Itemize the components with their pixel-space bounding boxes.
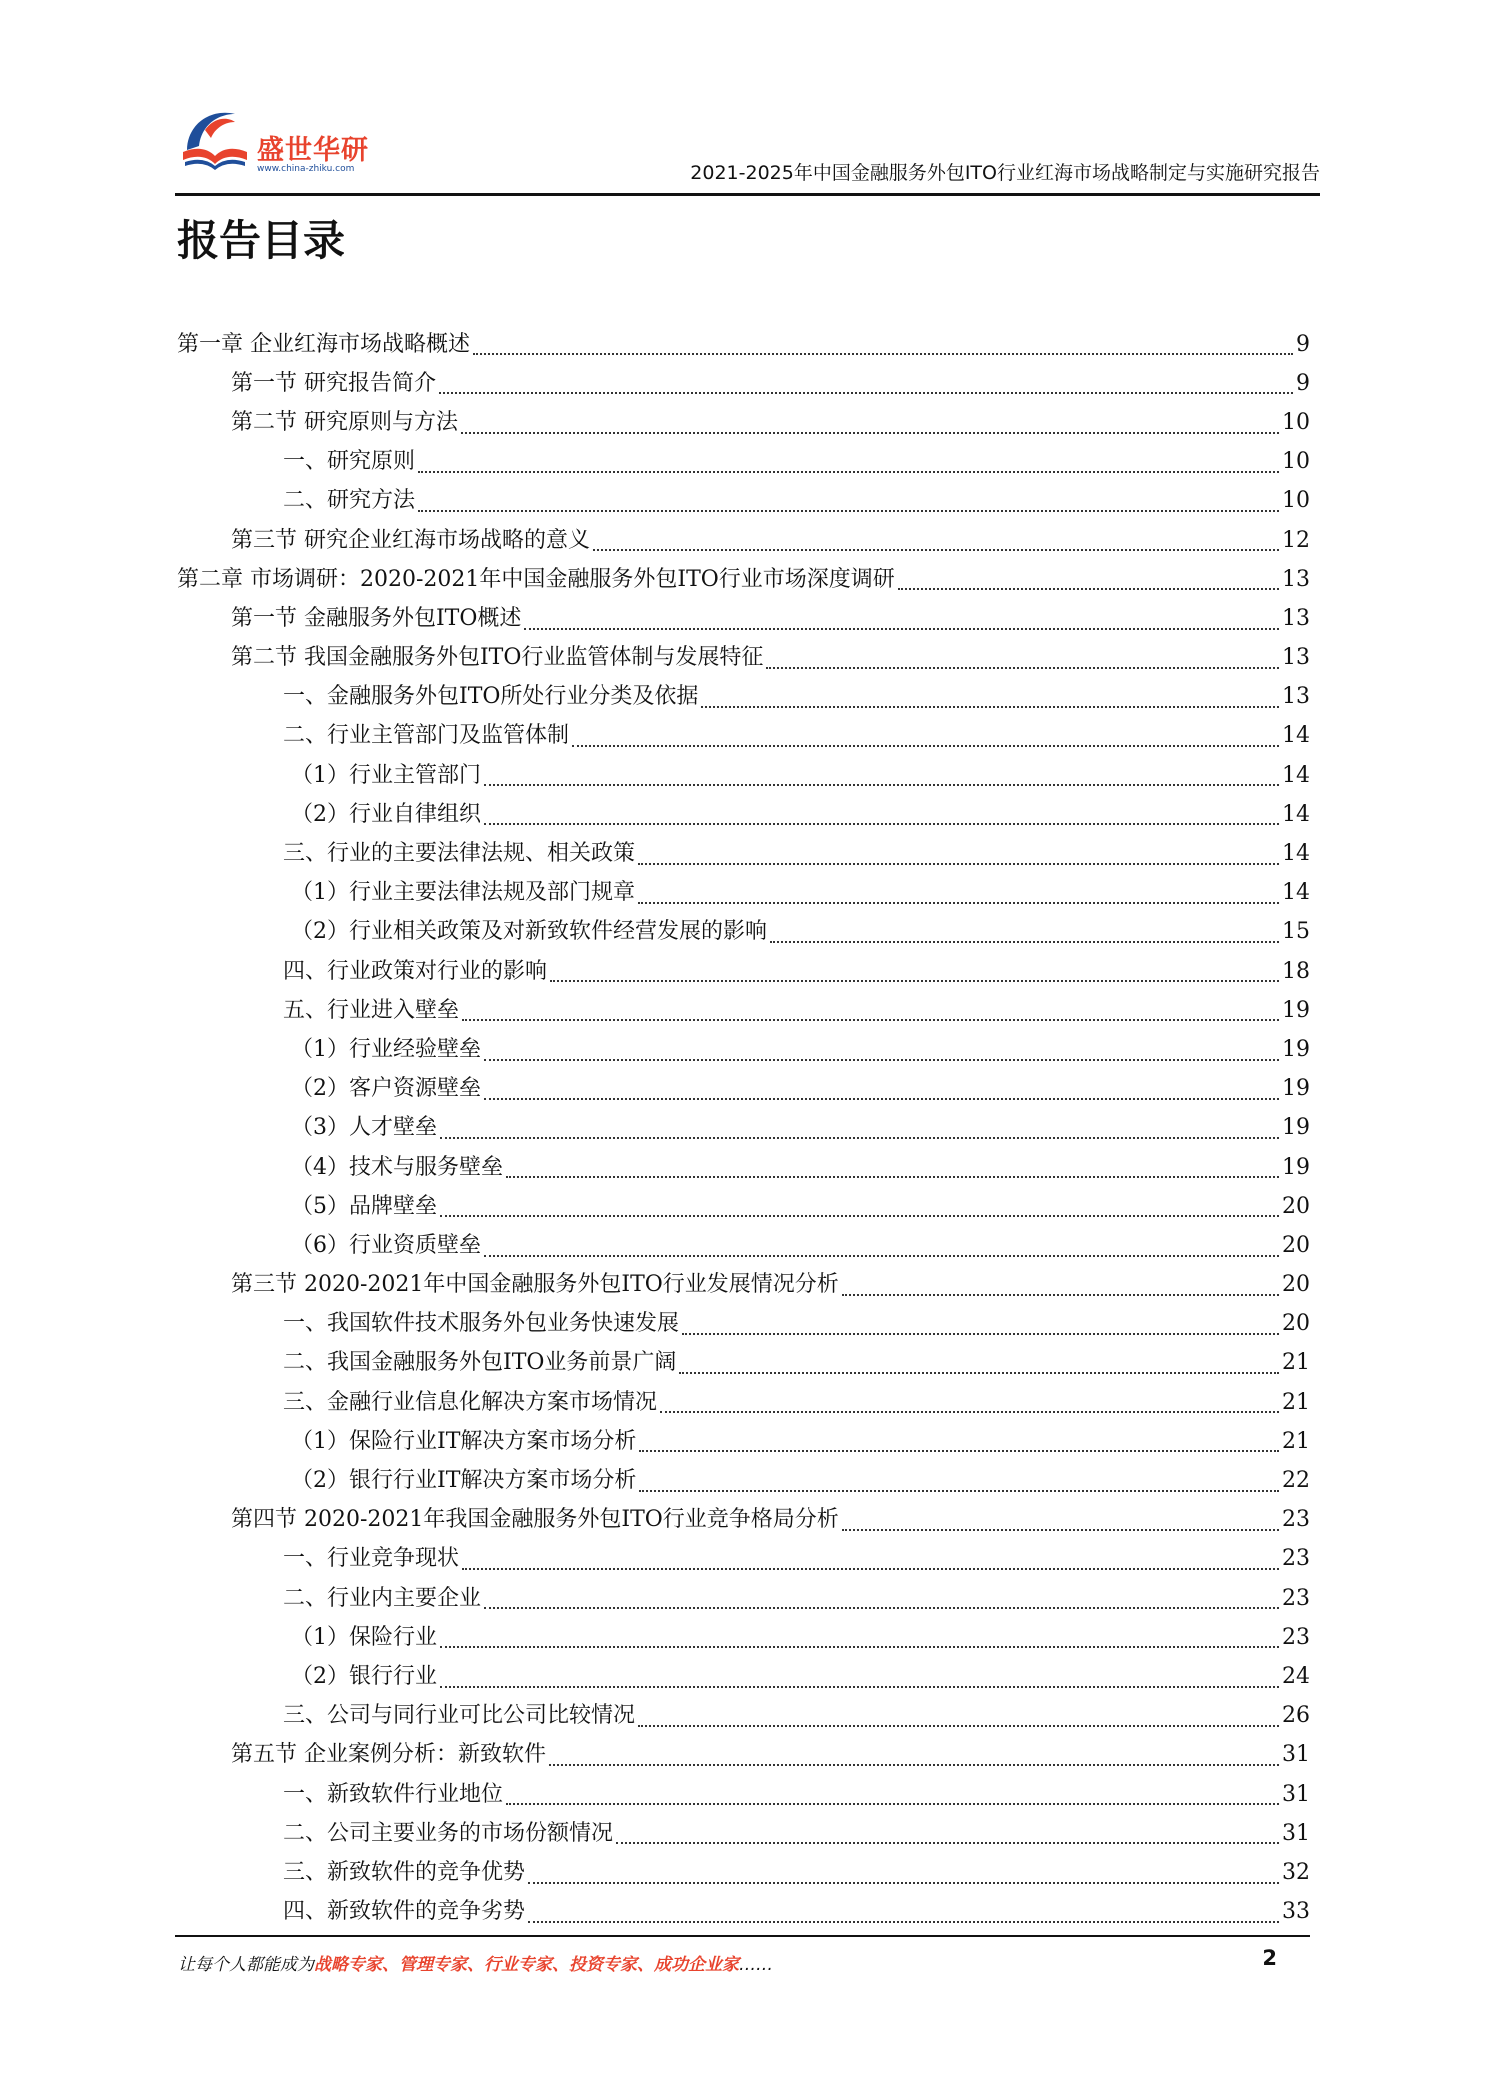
toc-entry-page: 15 — [1282, 919, 1310, 945]
toc-entry-label: 三、金融行业信息化解决方案市场情况 — [283, 1389, 658, 1415]
toc-entry[interactable] — [177, 1344, 1310, 1383]
toc-entry-page: 9 — [1296, 370, 1310, 396]
toc-entry-page: 19 — [1282, 1115, 1310, 1141]
report-title: 2021-2025年中国金融服务外包ITO行业红海市场战略制定与实施研究报告 — [690, 162, 1320, 184]
toc-entry-page: 21 — [1282, 1389, 1310, 1415]
toc-entry[interactable] — [177, 1618, 1310, 1657]
toc-leader-dots — [418, 509, 1279, 512]
toc-entry-label: 一、新致软件行业地位 — [283, 1781, 504, 1807]
toc-leader-dots — [550, 979, 1279, 982]
toc-entry-page: 20 — [1282, 1232, 1310, 1258]
page-number: 2 — [1262, 1946, 1277, 1970]
toc-entry-label: 二、行业内主要企业 — [283, 1585, 482, 1611]
toc-entry[interactable] — [177, 1540, 1310, 1579]
toc-leader-dots — [484, 822, 1279, 825]
toc-entry-label: 第一章 企业红海市场战略概述 — [177, 331, 470, 357]
toc-entry-page: 10 — [1282, 488, 1310, 514]
toc-entry-label: 五、行业进入壁垒 — [283, 997, 460, 1023]
table-of-contents — [177, 325, 1310, 1932]
toc-leader-dots — [506, 1175, 1279, 1178]
toc-entry[interactable] — [177, 482, 1310, 521]
toc-entry-label: 二、我国金融服务外包ITO业务前景广阔 — [283, 1350, 677, 1376]
toc-leader-dots — [440, 1214, 1279, 1217]
toc-entry-page: 10 — [1282, 449, 1310, 475]
toc-leader-dots — [484, 1058, 1279, 1061]
header-divider — [175, 193, 1320, 196]
toc-entry[interactable] — [177, 403, 1310, 442]
toc-entry[interactable] — [177, 678, 1310, 717]
toc-entry-label: 一、金融服务外包ITO所处行业分类及依据 — [283, 684, 699, 710]
toc-leader-dots — [639, 1449, 1279, 1452]
toc-leader-dots — [461, 431, 1279, 434]
toc-leader-dots — [473, 352, 1293, 355]
toc-entry-page: 14 — [1282, 723, 1310, 749]
toc-entry-page: 13 — [1282, 645, 1310, 671]
toc-entry-page: 14 — [1282, 801, 1310, 827]
toc-leader-dots — [484, 1097, 1279, 1100]
toc-entry[interactable] — [177, 1266, 1310, 1305]
toc-entry-page: 13 — [1282, 684, 1310, 710]
toc-entry[interactable] — [177, 521, 1310, 560]
toc-entry-label: 三、新致软件的竞争优势 — [283, 1859, 526, 1885]
footer-slogan-prefix: 让每个人都能成为 — [178, 1955, 314, 1975]
toc-entry-page: 19 — [1282, 1076, 1310, 1102]
toc-entry-label: 第二节 研究原则与方法 — [231, 409, 458, 435]
toc-entry[interactable] — [177, 717, 1310, 756]
toc-leader-dots — [462, 1018, 1279, 1021]
toc-entry-page: 31 — [1282, 1820, 1310, 1846]
toc-entry-page: 13 — [1282, 605, 1310, 631]
toc-entry[interactable] — [177, 1187, 1310, 1226]
toc-entry[interactable] — [177, 1501, 1310, 1540]
toc-entry[interactable] — [177, 1579, 1310, 1618]
toc-leader-dots — [616, 1841, 1279, 1844]
toc-entry-page: 19 — [1282, 1036, 1310, 1062]
toc-entry-page: 24 — [1282, 1663, 1310, 1689]
toc-entry-label: 四、行业政策对行业的影响 — [283, 958, 548, 984]
toc-leader-dots — [440, 1685, 1279, 1688]
toc-entry-page: 23 — [1282, 1546, 1310, 1572]
toc-entry[interactable] — [177, 1461, 1310, 1500]
toc-entry-label: （2）银行行业 — [291, 1663, 437, 1689]
toc-entry-label: 二、公司主要业务的市场份额情况 — [283, 1820, 614, 1846]
toc-leader-dots — [593, 548, 1279, 551]
toc-entry-page: 19 — [1282, 997, 1310, 1023]
toc-entry-label: 第五节 企业案例分析：新致软件 — [231, 1742, 546, 1768]
toc-entry[interactable] — [177, 1853, 1310, 1892]
toc-entry[interactable] — [177, 834, 1310, 873]
toc-entry[interactable] — [177, 913, 1310, 952]
toc-entry-label: 第一节 研究报告简介 — [231, 370, 436, 396]
footer-divider — [175, 1935, 1310, 1937]
toc-leader-dots — [638, 862, 1279, 865]
toc-entry[interactable] — [177, 1226, 1310, 1265]
toc-entry-page: 23 — [1282, 1507, 1310, 1533]
toc-entry-page: 20 — [1282, 1311, 1310, 1337]
toc-leader-dots — [679, 1371, 1279, 1374]
toc-entry-label: （1）保险行业 — [291, 1624, 437, 1650]
book-logo-icon — [175, 100, 255, 180]
toc-leader-dots — [572, 744, 1279, 747]
toc-entry-label: 第三节 2020-2021年中国金融服务外包ITO行业发展情况分析 — [231, 1272, 839, 1298]
toc-entry-page: 12 — [1282, 527, 1310, 553]
toc-entry-label: （5）品牌壁垒 — [291, 1193, 437, 1219]
toc-entry-label: 四、新致软件的竞争劣势 — [283, 1899, 526, 1925]
footer-slogan-suffix: …… — [739, 1955, 773, 1975]
toc-entry-label: 第三节 研究企业红海市场战略的意义 — [231, 527, 590, 553]
toc-leader-dots — [528, 1920, 1279, 1923]
toc-entry-label: （1）行业主要法律法规及部门规章 — [291, 880, 635, 906]
toc-entry-page: 18 — [1282, 958, 1310, 984]
toc-leader-dots — [770, 940, 1279, 943]
toc-leader-dots — [660, 1410, 1279, 1413]
footer-slogan — [178, 1950, 773, 1975]
toc-leader-dots — [484, 1254, 1279, 1257]
toc-entry-page: 20 — [1282, 1272, 1310, 1298]
toc-entry[interactable] — [177, 1775, 1310, 1814]
toc-entry-label: （3）人才壁垒 — [291, 1115, 437, 1141]
toc-entry-label: （2）银行行业IT解决方案市场分析 — [291, 1468, 637, 1494]
toc-leader-dots — [484, 1606, 1279, 1609]
toc-leader-dots — [701, 705, 1279, 708]
toc-entry[interactable] — [177, 1030, 1310, 1069]
toc-entry[interactable] — [177, 639, 1310, 678]
toc-entry-page: 23 — [1282, 1585, 1310, 1611]
toc-entry[interactable] — [177, 795, 1310, 834]
toc-leader-dots — [842, 1293, 1279, 1296]
toc-entry-page: 33 — [1282, 1899, 1310, 1925]
toc-entry-page: 31 — [1282, 1742, 1310, 1768]
toc-entry-label: （1）行业经验壁垒 — [291, 1036, 481, 1062]
toc-entry-page: 14 — [1282, 880, 1310, 906]
toc-entry-label: （2）客户资源壁垒 — [291, 1076, 481, 1102]
toc-leader-dots — [638, 1724, 1279, 1727]
toc-entry-page: 21 — [1282, 1350, 1310, 1376]
toc-entry[interactable] — [177, 1383, 1310, 1422]
toc-entry-page: 22 — [1282, 1468, 1310, 1494]
toc-entry-label: （4）技术与服务壁垒 — [291, 1154, 503, 1180]
toc-entry-page: 9 — [1296, 331, 1310, 357]
toc-entry-page: 14 — [1282, 762, 1310, 788]
toc-leader-dots — [842, 1528, 1279, 1531]
toc-entry[interactable] — [177, 756, 1310, 795]
toc-entry[interactable] — [177, 443, 1310, 482]
toc-entry-page: 31 — [1282, 1781, 1310, 1807]
toc-entry[interactable] — [177, 1422, 1310, 1461]
toc-leader-dots — [528, 1881, 1279, 1884]
company-logo — [175, 100, 395, 180]
toc-entry[interactable] — [177, 325, 1310, 364]
toc-entry-page: 23 — [1282, 1624, 1310, 1650]
toc-entry-label: （1）保险行业IT解决方案市场分析 — [291, 1428, 637, 1454]
toc-entry-page: 19 — [1282, 1154, 1310, 1180]
logo-name: 盛世华研 — [257, 135, 369, 166]
toc-leader-dots — [524, 627, 1279, 630]
toc-leader-dots — [440, 1136, 1279, 1139]
toc-entry-label: 二、研究方法 — [283, 488, 416, 514]
toc-entry-page: 26 — [1282, 1703, 1310, 1729]
toc-leader-dots — [898, 587, 1279, 590]
toc-leader-dots — [766, 666, 1279, 669]
page-title: 报告目录 — [177, 216, 346, 265]
toc-entry[interactable] — [177, 1109, 1310, 1148]
toc-entry-label: 第二节 我国金融服务外包ITO行业监管体制与发展特征 — [231, 645, 764, 671]
toc-leader-dots — [549, 1763, 1279, 1766]
toc-entry-label: （1）行业主管部门 — [291, 762, 481, 788]
toc-entry[interactable] — [177, 991, 1310, 1030]
toc-entry-label: （2）行业自律组织 — [291, 801, 481, 827]
toc-leader-dots — [439, 391, 1293, 394]
toc-leader-dots — [682, 1332, 1279, 1335]
toc-entry[interactable] — [177, 560, 1310, 599]
toc-entry[interactable] — [177, 599, 1310, 638]
toc-entry-label: 一、我国软件技术服务外包业务快速发展 — [283, 1311, 680, 1337]
toc-entry-label: 第二章 市场调研：2020-2021年中国金融服务外包ITO行业市场深度调研 — [177, 566, 895, 592]
toc-entry[interactable] — [177, 1657, 1310, 1696]
toc-entry[interactable] — [177, 364, 1310, 403]
toc-leader-dots — [418, 470, 1279, 473]
toc-entry-label: 第四节 2020-2021年我国金融服务外包ITO行业竞争格局分析 — [231, 1507, 839, 1533]
toc-entry-page: 10 — [1282, 409, 1310, 435]
toc-entry-label: （2）行业相关政策及对新致软件经营发展的影响 — [291, 919, 767, 945]
toc-entry-page: 14 — [1282, 841, 1310, 867]
footer-slogan-emphasis: 战略专家、管理专家、行业专家、投资专家、成功企业家 — [314, 1955, 739, 1975]
toc-entry-label: 一、行业竞争现状 — [283, 1546, 460, 1572]
toc-entry-label: 三、行业的主要法律法规、相关政策 — [283, 841, 636, 867]
toc-entry[interactable] — [177, 1148, 1310, 1187]
toc-leader-dots — [462, 1567, 1279, 1570]
toc-entry-label: 二、行业主管部门及监管体制 — [283, 723, 570, 749]
toc-entry-page: 20 — [1282, 1193, 1310, 1219]
toc-entry-label: 一、研究原则 — [283, 449, 416, 475]
toc-leader-dots — [484, 783, 1279, 786]
toc-entry-label: 第一节 金融服务外包ITO概述 — [231, 605, 522, 631]
toc-entry[interactable] — [177, 1697, 1310, 1736]
toc-entry-page: 32 — [1282, 1859, 1310, 1885]
toc-entry[interactable] — [177, 1305, 1310, 1344]
toc-leader-dots — [440, 1645, 1279, 1648]
toc-entry-label: （6）行业资质壁垒 — [291, 1232, 481, 1258]
toc-entry[interactable] — [177, 874, 1310, 913]
toc-entry[interactable] — [177, 1814, 1310, 1853]
toc-entry[interactable] — [177, 1736, 1310, 1775]
toc-entry-page: 21 — [1282, 1428, 1310, 1454]
toc-entry[interactable] — [177, 1070, 1310, 1109]
toc-leader-dots — [639, 1489, 1279, 1492]
toc-entry[interactable] — [177, 1893, 1310, 1932]
toc-leader-dots — [506, 1802, 1279, 1805]
toc-entry-label: 三、公司与同行业可比公司比较情况 — [283, 1703, 636, 1729]
toc-entry-page: 13 — [1282, 566, 1310, 592]
toc-entry[interactable] — [177, 952, 1310, 991]
logo-url: www.china-zhiku.com — [257, 164, 355, 174]
toc-leader-dots — [638, 901, 1279, 904]
